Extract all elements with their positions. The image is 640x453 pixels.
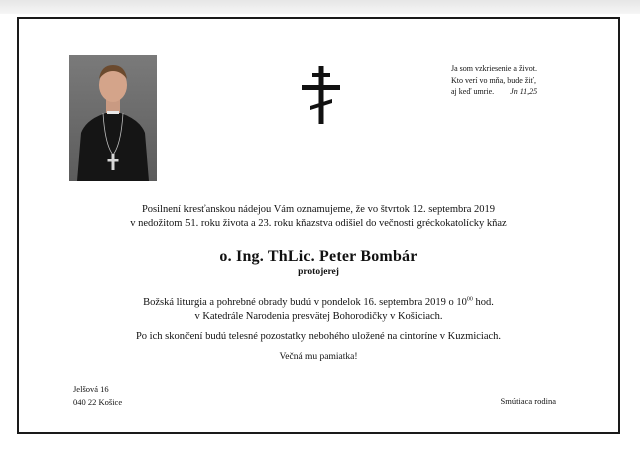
- burial-info: Po ich skončení budú telesné pozostatky nebohého uložené na cintoríne v Kuzmiciach.: [135, 331, 502, 342]
- quote-line: Ja som vzkriesenie a život.: [451, 64, 537, 73]
- address-city: 040 22 Košice: [73, 396, 123, 407]
- intro-line: v nedožitom 51. roku života a 23. roku kňazstva odišiel do večnosti gréckokatolícky kňaz: [130, 218, 507, 229]
- liturgy-time-minutes: 00: [466, 296, 473, 303]
- obituary-card: [17, 17, 620, 434]
- window-top-strip: [0, 0, 640, 14]
- portrait-photo: [69, 55, 157, 181]
- scripture-quote: [451, 63, 601, 98]
- liturgy-text-end: hod.: [472, 297, 494, 308]
- mourners-signature: Smútiaca rodina: [500, 396, 556, 406]
- quote-reference: Jn 11,25: [510, 87, 538, 96]
- quote-line-text: aj keď umrie.: [451, 87, 495, 96]
- intro-line: Posilnení kresťanskou nádejou Vám oznamujeme, že vo štvrtok 12. septembra 2019: [141, 204, 496, 215]
- deceased-name: o. Ing. ThLic. Peter Bombár: [219, 248, 418, 265]
- liturgy-line: [19, 296, 618, 310]
- deceased-title: protojerej: [298, 267, 339, 277]
- quote-line: [451, 86, 601, 98]
- family-address: [73, 383, 122, 408]
- liturgy-location: v Katedrále Narodenia presvätej Bohorodičky v Košiciach.: [194, 311, 443, 322]
- byzantine-cross-icon: [301, 66, 341, 129]
- memory-line: Večná mu pamiatka!: [279, 352, 358, 362]
- liturgy-text: Božská liturgia a pohrebné obrady budú v pondelok 16. septembra 2019 o 10: [143, 297, 467, 308]
- quote-line: Kto verí vo mňa, bude žiť,: [451, 75, 536, 85]
- announcement-intro: [19, 203, 618, 231]
- address-street: Jelšová 16: [73, 384, 109, 394]
- liturgy-info: [19, 296, 618, 324]
